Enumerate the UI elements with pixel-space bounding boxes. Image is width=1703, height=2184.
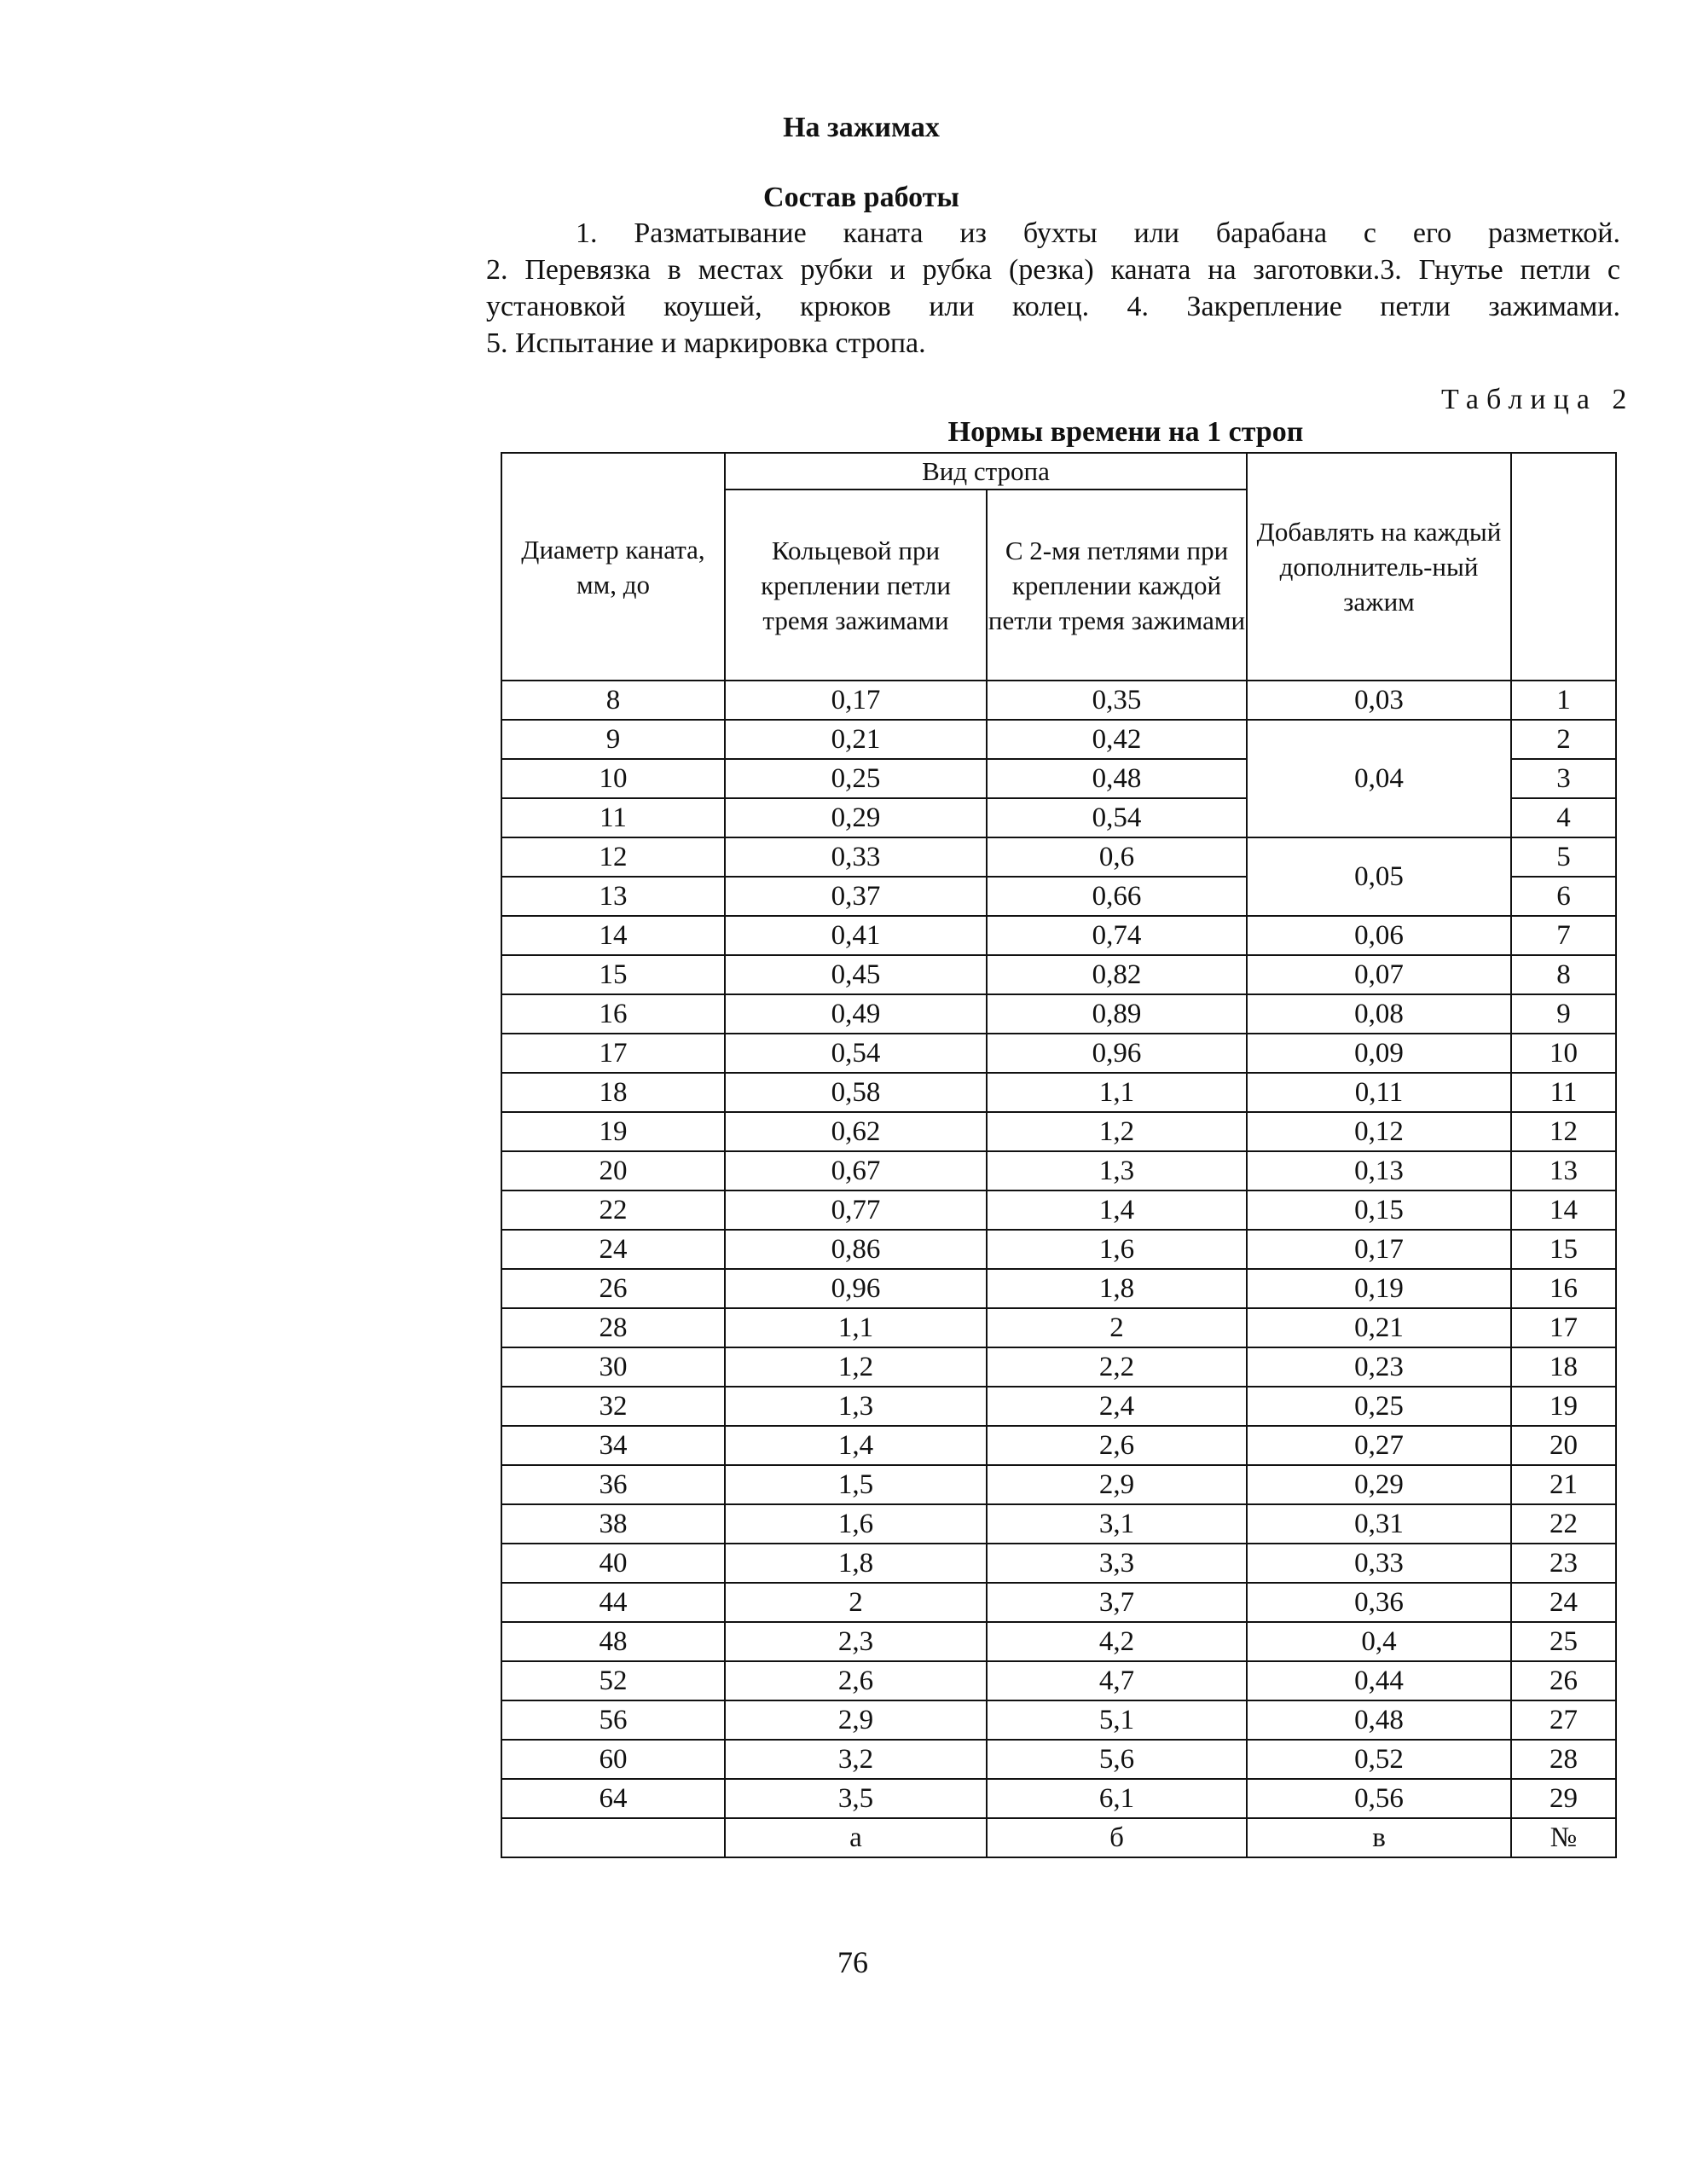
cell-diameter: 14 [501, 916, 725, 955]
cell-two-loops: 2,6 [987, 1426, 1247, 1465]
cell-add-clamp: 0,48 [1247, 1700, 1511, 1740]
table-row [501, 1700, 1616, 1740]
page-number: 76 [837, 1945, 868, 1979]
cell-ring: 0,21 [725, 720, 987, 759]
cell-ring: 0,49 [725, 994, 987, 1034]
cell-number: 27 [1511, 1700, 1616, 1740]
table-row [501, 1112, 1616, 1151]
cell-two-loops: 0,35 [987, 681, 1247, 720]
cell-two-loops: 5,1 [987, 1700, 1247, 1740]
cell-diameter: 30 [501, 1347, 725, 1387]
cell-add-clamp: 0,19 [1247, 1269, 1511, 1308]
footer-cell-a: а [725, 1818, 987, 1857]
cell-number: 26 [1511, 1661, 1616, 1700]
table-row [501, 1504, 1616, 1544]
cell-ring: 1,2 [725, 1347, 987, 1387]
cell-diameter: 38 [501, 1504, 725, 1544]
cell-add-clamp: 0,33 [1247, 1544, 1511, 1583]
cell-number: 13 [1511, 1151, 1616, 1190]
cell-two-loops: 0,66 [987, 877, 1247, 916]
cell-ring: 0,25 [725, 759, 987, 798]
table-row [501, 1269, 1616, 1308]
cell-two-loops: 0,48 [987, 759, 1247, 798]
header-ring: Кольцевой при креплении петли тремя зажимами [725, 490, 987, 681]
cell-two-loops: 1,1 [987, 1073, 1247, 1112]
cell-diameter: 64 [501, 1779, 725, 1818]
cell-number: 5 [1511, 837, 1616, 877]
table-row [501, 720, 1616, 759]
cell-two-loops: 4,7 [987, 1661, 1247, 1700]
cell-number: 8 [1511, 955, 1616, 994]
cell-ring: 0,62 [725, 1112, 987, 1151]
cell-two-loops: 2,4 [987, 1387, 1247, 1426]
footer-cell-n: № [1511, 1818, 1616, 1857]
cell-number: 11 [1511, 1073, 1616, 1112]
cell-ring: 1,4 [725, 1426, 987, 1465]
cell-ring: 3,2 [725, 1740, 987, 1779]
cell-add-clamp: 0,09 [1247, 1034, 1511, 1073]
cell-two-loops: 0,42 [987, 720, 1247, 759]
cell-ring: 0,67 [725, 1151, 987, 1190]
table-footer-row [501, 1818, 1616, 1857]
table-row [501, 1583, 1616, 1622]
cell-two-loops: 0,6 [987, 837, 1247, 877]
cell-diameter: 9 [501, 720, 725, 759]
cell-number: 6 [1511, 877, 1616, 916]
cell-diameter: 10 [501, 759, 725, 798]
cell-two-loops: 1,4 [987, 1190, 1247, 1230]
cell-diameter: 24 [501, 1230, 725, 1269]
cell-two-loops: 0,74 [987, 916, 1247, 955]
cell-diameter: 40 [501, 1544, 725, 1583]
cell-add-clamp: 0,06 [1247, 916, 1511, 955]
cell-two-loops: 3,7 [987, 1583, 1247, 1622]
cell-ring: 1,8 [725, 1544, 987, 1583]
cell-two-loops: 2 [987, 1308, 1247, 1347]
cell-add-clamp: 0,29 [1247, 1465, 1511, 1504]
table-row [501, 1308, 1616, 1347]
cell-add-clamp: 0,13 [1247, 1151, 1511, 1190]
cell-ring: 0,77 [725, 1190, 987, 1230]
cell-two-loops: 1,3 [987, 1151, 1247, 1190]
cell-two-loops: 2,2 [987, 1347, 1247, 1387]
cell-diameter: 17 [501, 1034, 725, 1073]
cell-diameter: 11 [501, 798, 725, 837]
cell-add-clamp: 0,56 [1247, 1779, 1511, 1818]
footer-cell-b: б [987, 1818, 1247, 1857]
cell-number: 29 [1511, 1779, 1616, 1818]
cell-ring: 2,6 [725, 1661, 987, 1700]
cell-add-clamp: 0,15 [1247, 1190, 1511, 1230]
composition-title: Состав работы [763, 182, 959, 213]
cell-add-clamp: 0,07 [1247, 955, 1511, 994]
cell-two-loops: 0,96 [987, 1034, 1247, 1073]
cell-diameter: 48 [501, 1622, 725, 1661]
cell-ring: 1,3 [725, 1387, 987, 1426]
table-row [501, 1034, 1616, 1073]
cell-number: 10 [1511, 1034, 1616, 1073]
cell-diameter: 20 [501, 1151, 725, 1190]
table-row [501, 1661, 1616, 1700]
cell-add-clamp: 0,05 [1247, 837, 1511, 916]
composition-line: 1. Разматывание каната из бухты или барабана с его разметкой. [576, 217, 1620, 249]
cell-ring: 0,54 [725, 1034, 987, 1073]
header-add-clamp: Добавлять на каждый дополнитель-ный зажим [1247, 453, 1511, 681]
cell-number: 7 [1511, 916, 1616, 955]
cell-add-clamp: 0,23 [1247, 1347, 1511, 1387]
cell-ring: 0,41 [725, 916, 987, 955]
table-row [501, 837, 1616, 877]
cell-number: 16 [1511, 1269, 1616, 1308]
header-two-loops: С 2-мя петлями при креплении каждой петли тремя зажимами [987, 490, 1247, 681]
table-row [501, 1230, 1616, 1269]
table-row [501, 916, 1616, 955]
cell-add-clamp: 0,04 [1247, 720, 1511, 837]
cell-add-clamp: 0,17 [1247, 1230, 1511, 1269]
table-row [501, 1387, 1616, 1426]
cell-ring: 2,9 [725, 1700, 987, 1740]
cell-number: 21 [1511, 1465, 1616, 1504]
cell-diameter: 28 [501, 1308, 725, 1347]
cell-add-clamp: 0,36 [1247, 1583, 1511, 1622]
cell-number: 18 [1511, 1347, 1616, 1387]
cell-two-loops: 2,9 [987, 1465, 1247, 1504]
composition-line: 5. Испытание и маркировка стропа. [486, 327, 926, 359]
table-row [501, 955, 1616, 994]
cell-two-loops: 1,2 [987, 1112, 1247, 1151]
cell-diameter: 26 [501, 1269, 725, 1308]
cell-ring: 2 [725, 1583, 987, 1622]
cell-ring: 3,5 [725, 1779, 987, 1818]
table-row [501, 1622, 1616, 1661]
table-row [501, 1544, 1616, 1583]
header-sling-type: Вид стропа [725, 453, 1247, 490]
table-row [501, 994, 1616, 1034]
cell-diameter: 18 [501, 1073, 725, 1112]
cell-ring: 1,5 [725, 1465, 987, 1504]
table-row [501, 1465, 1616, 1504]
table-row [501, 1347, 1616, 1387]
cell-number: 3 [1511, 759, 1616, 798]
cell-diameter: 19 [501, 1112, 725, 1151]
section-title: На зажимах [783, 112, 940, 143]
cell-ring: 0,17 [725, 681, 987, 720]
cell-number: 15 [1511, 1230, 1616, 1269]
cell-ring: 0,96 [725, 1269, 987, 1308]
table-row [501, 1151, 1616, 1190]
header-diameter: Диаметр каната, мм, до [501, 453, 725, 681]
cell-number: 28 [1511, 1740, 1616, 1779]
cell-diameter: 22 [501, 1190, 725, 1230]
cell-diameter: 36 [501, 1465, 725, 1504]
composition-text [486, 215, 1620, 362]
table-row [501, 1073, 1616, 1112]
cell-number: 23 [1511, 1544, 1616, 1583]
cell-ring: 1,1 [725, 1308, 987, 1347]
cell-number: 9 [1511, 994, 1616, 1034]
cell-add-clamp: 0,52 [1247, 1740, 1511, 1779]
cell-two-loops: 0,89 [987, 994, 1247, 1034]
norms-body [501, 681, 1616, 1857]
table-row [501, 1740, 1616, 1779]
cell-ring: 1,6 [725, 1504, 987, 1544]
table-caption: Нормы времени на 1 строп [947, 416, 1304, 448]
composition-line: установкой коушей, крюков или колец. 4. Закрепление петли зажимами. [486, 291, 1620, 322]
cell-two-loops: 5,6 [987, 1740, 1247, 1779]
footer-cell-d [501, 1818, 725, 1857]
cell-diameter: 15 [501, 955, 725, 994]
cell-two-loops: 0,82 [987, 955, 1247, 994]
cell-add-clamp: 0,03 [1247, 681, 1511, 720]
cell-add-clamp: 0,25 [1247, 1387, 1511, 1426]
cell-number: 19 [1511, 1387, 1616, 1426]
cell-add-clamp: 0,08 [1247, 994, 1511, 1034]
cell-diameter: 44 [501, 1583, 725, 1622]
cell-add-clamp: 0,27 [1247, 1426, 1511, 1465]
cell-number: 2 [1511, 720, 1616, 759]
cell-add-clamp: 0,12 [1247, 1112, 1511, 1151]
cell-number: 25 [1511, 1622, 1616, 1661]
cell-two-loops: 4,2 [987, 1622, 1247, 1661]
cell-two-loops: 3,1 [987, 1504, 1247, 1544]
cell-two-loops: 3,3 [987, 1544, 1247, 1583]
table-label: Таблица 2 [1441, 384, 1635, 415]
table-row [501, 681, 1616, 720]
cell-diameter: 34 [501, 1426, 725, 1465]
cell-number: 14 [1511, 1190, 1616, 1230]
cell-diameter: 13 [501, 877, 725, 916]
cell-diameter: 32 [501, 1387, 725, 1426]
cell-ring: 0,33 [725, 837, 987, 877]
cell-two-loops: 1,8 [987, 1269, 1247, 1308]
cell-ring: 0,45 [725, 955, 987, 994]
cell-diameter: 60 [501, 1740, 725, 1779]
cell-add-clamp: 0,4 [1247, 1622, 1511, 1661]
table-row [501, 1426, 1616, 1465]
cell-number: 17 [1511, 1308, 1616, 1347]
cell-number: 20 [1511, 1426, 1616, 1465]
table-row [501, 1779, 1616, 1818]
cell-diameter: 12 [501, 837, 725, 877]
composition-line: 2. Перевязка в местах рубки и рубка (резка) каната на заготовки.3. Гнутье петли с [486, 254, 1620, 286]
cell-ring: 0,58 [725, 1073, 987, 1112]
cell-add-clamp: 0,44 [1247, 1661, 1511, 1700]
cell-add-clamp: 0,31 [1247, 1504, 1511, 1544]
cell-number: 4 [1511, 798, 1616, 837]
cell-diameter: 8 [501, 681, 725, 720]
cell-number: 24 [1511, 1583, 1616, 1622]
table-row [501, 1190, 1616, 1230]
cell-diameter: 16 [501, 994, 725, 1034]
cell-ring: 0,86 [725, 1230, 987, 1269]
norms-table [501, 452, 1617, 1858]
header-number [1511, 453, 1616, 681]
cell-diameter: 52 [501, 1661, 725, 1700]
cell-number: 22 [1511, 1504, 1616, 1544]
cell-number: 1 [1511, 681, 1616, 720]
cell-number: 12 [1511, 1112, 1616, 1151]
cell-add-clamp: 0,11 [1247, 1073, 1511, 1112]
cell-ring: 0,29 [725, 798, 987, 837]
cell-diameter: 56 [501, 1700, 725, 1740]
cell-two-loops: 0,54 [987, 798, 1247, 837]
cell-add-clamp: 0,21 [1247, 1308, 1511, 1347]
cell-two-loops: 6,1 [987, 1779, 1247, 1818]
footer-cell-c: в [1247, 1818, 1511, 1857]
cell-two-loops: 1,6 [987, 1230, 1247, 1269]
cell-ring: 0,37 [725, 877, 987, 916]
cell-ring: 2,3 [725, 1622, 987, 1661]
